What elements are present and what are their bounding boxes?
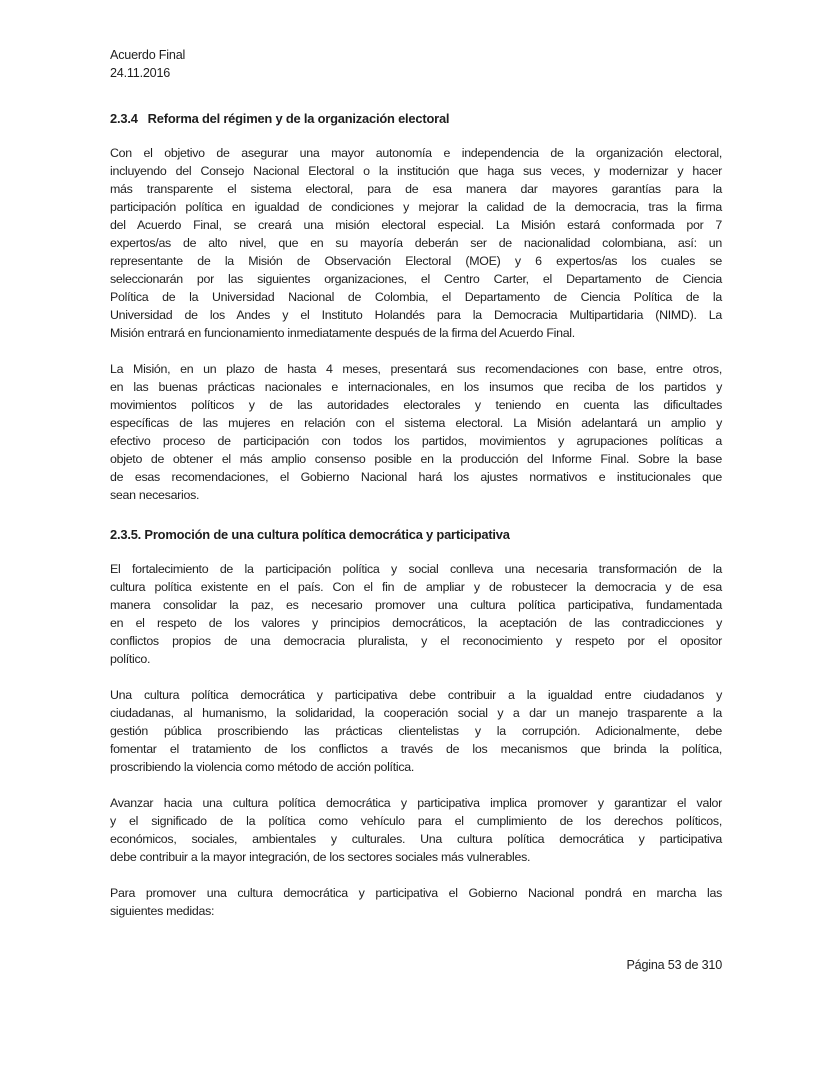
text-line: El fortalecimiento de la participación política y social conlleva una necesaria transformación de la xyxy=(110,562,722,576)
paragraph xyxy=(110,884,722,920)
paragraph xyxy=(110,360,722,504)
text-line: Una cultura política democrática y participativa debe contribuir a la igualdad entre ciudadanos y xyxy=(110,688,722,702)
text-line: representante de la Misión de Observación Electoral (MOE) y 6 expertos/as los cuales se xyxy=(110,254,722,268)
text-line: cultura política existente en el país. Con el fin de ampliar y de robustecer la democracia y de esa xyxy=(110,580,722,594)
text-line: económicos, sociales, ambientales y culturales. Una cultura política democrática y participativa xyxy=(110,832,722,846)
text-line: específicas de las mujeres en relación con el sistema electoral. La Misión adelantará un amplio y xyxy=(110,416,722,430)
text-line: manera consolidar la paz, es necesario promover una cultura política participativa, fundamentada xyxy=(110,598,722,612)
text-line: debe contribuir a la mayor integración, de los sectores sociales más vulnerables. xyxy=(110,850,531,864)
text-line: siguientes medidas: xyxy=(110,904,215,918)
text-line: Avanzar hacia una cultura política democrática y participativa implica promover y garantizar el valor xyxy=(110,796,722,810)
text-line: del Acuerdo Final, se creará una misión electoral especial. La Misión estará conformada por 7 xyxy=(110,218,722,232)
text-line: proscribiendo la violencia como método de acción política. xyxy=(110,760,415,774)
header-date: 24.11.2016 xyxy=(110,66,171,80)
text-line: participación política en igualdad de condiciones y mejorar la calidad de la democracia, tras la firma xyxy=(110,200,722,214)
text-line: conflictos propios de una democracia pluralista, y el reconocimiento y respeto por el opositor xyxy=(110,634,722,648)
section-heading xyxy=(110,110,722,128)
text-line: seleccionarán por las siguientes organizaciones, el Centro Carter, el Departamento de Ciencia xyxy=(110,272,722,286)
text-line: movimientos políticos y de las autoridades electorales y teniendo en cuenta las dificultades xyxy=(110,398,722,412)
document-header xyxy=(110,46,722,82)
text-line: más transparente el sistema electoral, para de esa manera dar mayores garantías para la xyxy=(110,182,722,196)
text-line: expertos/as de alto nivel, que en su mayoría deberán ser de nacionalidad colombiana, así: un xyxy=(110,236,722,250)
document-content xyxy=(110,46,722,974)
section-title: Reforma del régimen y de la organización electoral xyxy=(147,111,450,126)
section-heading xyxy=(110,526,722,544)
text-line: Política de la Universidad Nacional de Colombia, el Departamento de Ciencia Política de la xyxy=(110,290,722,304)
text-line: en las buenas prácticas nacionales e internacionales, en los insumos que reciba de los partidos y xyxy=(110,380,722,394)
text-line: efectivo proceso de participación con todos los partidos, movimientos y agrupaciones políticas a xyxy=(110,434,722,448)
paragraph xyxy=(110,794,722,866)
page-number-label: Página 53 de 310 xyxy=(626,958,722,972)
paragraph xyxy=(110,144,722,342)
text-line: y el significado de la política como vehículo para el cumplimiento de los derechos políticos, xyxy=(110,814,722,828)
text-line: gestión pública proscribiendo las prácticas clientelistas y la corrupción. Adicionalmente, debe xyxy=(110,724,722,738)
text-line: en el respeto de los valores y principios democráticos, la aceptación de las contradicciones y xyxy=(110,616,722,630)
paragraph xyxy=(110,560,722,668)
text-line: Misión entrará en funcionamiento inmediatamente después de la firma del Acuerdo Final. xyxy=(110,326,575,340)
text-line: sean necesarios. xyxy=(110,488,200,502)
header-title: Acuerdo Final xyxy=(110,48,186,62)
text-line: fomentar el tratamiento de los conflictos a través de los mecanismos que brinda la política, xyxy=(110,742,722,756)
text-line: Con el objetivo de asegurar una mayor autonomía e independencia de la organización electoral, xyxy=(110,146,722,160)
text-line: incluyendo del Consejo Nacional Electoral o la institución que haga sus veces, y modernizar y hacer xyxy=(110,164,722,178)
section-number: 2.3.4 xyxy=(110,111,138,126)
text-line: objeto de obtener el más amplio consenso posible en la producción del Informe Final. Sobre la base xyxy=(110,452,722,466)
text-line: de esas recomendaciones, el Gobierno Nacional hará los ajustes normativos e institucionales que xyxy=(110,470,722,484)
text-line: La Misión, en un plazo de hasta 4 meses, presentará sus recomendaciones con base, entre otros, xyxy=(110,362,722,376)
text-line: ciudadanas, al humanismo, la solidaridad, la cooperación social y a dar un manejo trasparente a la xyxy=(110,706,722,720)
text-line: Universidad de los Andes y el Instituto Holandés para la Democracia Multipartidaria (NIMD). La xyxy=(110,308,722,322)
text-line: político. xyxy=(110,652,151,666)
document-body xyxy=(110,110,722,920)
section-title: 2.3.5. Promoción de una cultura política democrática y participativa xyxy=(110,527,510,542)
text-line: Para promover una cultura democrática y participativa el Gobierno Nacional pondrá en marcha las xyxy=(110,886,722,900)
paragraph xyxy=(110,686,722,776)
